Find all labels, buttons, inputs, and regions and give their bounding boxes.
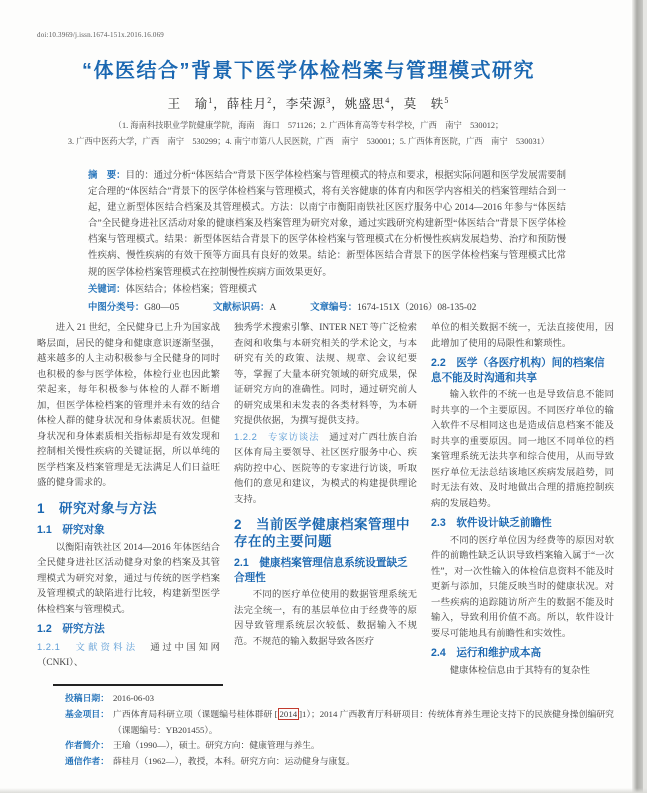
affiliation-line: 3. 广西中医药大学，广西 南宁 530299；4. 南宁市第八人民医院，广西 南宁 530001；5. 广西体育医院，广西 南宁 530031） — [67, 136, 550, 146]
fund-project-label: 基金项目： — [65, 708, 109, 719]
method-paragraph-2 — [234, 430, 417, 509]
fund-project-text: 广西体育局科研立项（课题编号桂体群研 [ 2014 ]1）；2014 广西教育厅科研项目：传统体育养生理论支持下的民族健身操创编研究（课题编号：YB201455）。 — [113, 708, 614, 735]
paragraph-2-1: 不同的医疗单位使用的数据管理系统无法完全统一，有的基层单位由于经费等的原因导致管理系统层次较低、数据输入不规范。不规范的输入数据导致各医疗 — [234, 590, 417, 647]
subsection-heading-2-1: 2.1 健康档案管理信息系统设置缺乏合理性 — [234, 557, 408, 584]
method-paragraph-1 — [37, 640, 220, 672]
paragraph-2-4: 健康体检信息由于其特有的复杂性 — [449, 665, 590, 676]
author-affil-sup: 5 — [444, 95, 450, 105]
method-label-1-2-2: 1.2.2 专家访谈法 — [234, 431, 320, 442]
paragraph-1-1: 以衡阳南铁社区 2014—2016 年体医结合全民健身进社区活动健身对象的档案及其管理模式为研究对象，通过与传统的医学档案及管理模式的缺陷进行比较，构建新型医学体检档案与管理模式。 — [37, 542, 220, 615]
author-separator: ， — [213, 97, 227, 111]
author-bio-row — [37, 738, 614, 754]
corresponding-author-value: 薛桂月（1962—），教授，本科。研究方向：运动健身与康复。 — [113, 756, 355, 767]
author-affil-sup: 1 — [208, 95, 214, 105]
author-list — [10, 94, 607, 112]
doc-code-pair — [213, 299, 276, 316]
column-2 — [234, 321, 417, 681]
column-1 — [37, 321, 220, 681]
method-text-1-2-1: 通过中国知网（CNKI）、 — [37, 642, 220, 668]
keywords-text: 体医结合；体检档案；管理模式 — [125, 284, 257, 295]
author-affil-sup: 2 — [267, 95, 273, 105]
keywords-line — [88, 281, 566, 298]
author-separator: ， — [272, 97, 286, 111]
submission-date-row — [37, 691, 614, 707]
article-no-value: 1674-151X（2016）08-135-02 — [357, 302, 477, 313]
author-affil-sup: 3 — [326, 95, 332, 105]
author: 李荣源$^3$ — [285, 95, 332, 111]
author: 薛桂月$^2$ — [226, 95, 273, 111]
paragraph-2-3: 不同的医疗单位因为经费等的原因对软件的前瞻性缺乏认识导致档案输入属于“一次性”，对一次性输入的体检信息资料不能及时更新与添加，只能反映当时的健康状况。对一些疾病的追踪随访所产生的数据不能及时输入，导致利用价值不高。所以，软件设计要尽可能地具有前瞻性和实效性。 — [431, 535, 614, 639]
affiliations — [10, 118, 607, 149]
clc-label: 中图分类号： — [88, 300, 145, 312]
keywords-label: 关键词： — [88, 282, 126, 294]
author-separator: ， — [331, 97, 345, 111]
paper-title: “体医结合”背景下医学体检档案与管理模式研究 — [82, 60, 535, 82]
clc-value: G80—05 — [144, 302, 180, 313]
subsection-heading-2-4: 2.4 运行和维护成本高 — [431, 647, 542, 659]
submission-date-value: 2016-06-03 — [113, 693, 155, 703]
subsection-heading-2-2: 2.2 医学（各医疗机构）间的档案信息不能及时沟通和共享 — [431, 357, 605, 384]
scan-edge-border — [643, 0, 647, 793]
subsection-heading-1-2: 1.2 研究方法 — [37, 623, 105, 635]
submission-date-label: 投稿日期： — [65, 693, 109, 703]
classification-line — [88, 299, 566, 316]
method-label-1-2-1: 1.2.1 文献资料法 — [37, 641, 139, 652]
column-3 — [431, 321, 614, 681]
corresponding-author-label: 通信作者： — [65, 756, 109, 767]
author: 姚盛思$^4$ — [344, 95, 391, 111]
article-no-pair — [310, 299, 476, 316]
affiliation-line: （1. 海南科技职业学院健康学院，海南 海口 571126；2. 广西体育高等专科学校，广西 南宁 530012； — [113, 121, 504, 130]
author: 王 瑜$^1$ — [167, 95, 214, 111]
author-bio-value: 王瑜（1990—），硕士。研究方向：健康管理与养生。 — [113, 740, 320, 751]
abstract-label: 摘 要： — [88, 169, 126, 180]
doc-code-value: A — [269, 302, 277, 313]
section-heading-2: 2 当前医学健康档案管理中存在的主要问题 — [234, 517, 411, 549]
abstract-text: 目的：通过分析“体医结合”背景下医学体检档案与管理模式的特点和要求，根据实际问题和医学发展需要制定合理的“体医结合”背景下的医学体检档案与管理模式，将有关容健康的体育内和医学内容相关的档案管理结合到一起，建立新型体医结合档案及其管理模式。方法：以南宁市衡阳南铁社区医疗服务中心 2014—2016 年参与“体医结合”全民健身进社区活动对象的健康档案及档案管理为研究对象，通过实践研究构建新型“体医结合”背景下医学体检档案与管理模式。结果：新型体医结合背景下的医学体检档案与管理模式在分析慢性疾病发展趋势、治疗和预防慢性疾病、慢性疾病的有效干预等方面具有良好的效果。结论：新型体医结合背景下的医学体检档案与管理模式比常规的医学体检档案管理模式在控制慢性疾病方面效果更好。 — [88, 171, 566, 278]
method-text-1-2-2: 通过对广西壮族自治区体育局主要领导、社区医疗服务中心、疾病防控中心、医院等的专家进行访谈，听取他们的意见和建议，为模式的构建提供理论支持。 — [234, 432, 417, 505]
intro-paragraph: 进入 21 世纪，全民健身已上升为国家战略层面，居民的健身和健康意识逐渐坚强，越来越多的人主动积极参与全民健身的同时也积极的参与医学体检，体检行业也因此繁荣起来，每年积极参与体检的人群不断增加，但医学体检档案的管理并未有效的结合体检人群的健身状况和身体素质状况。但健身状况和身体素质相关指标却是有效发现和控制相关慢性疾病的关键证据，所以单纯的医学档案及档案管理是无法满足人们日益旺盛的健身需求的。 — [37, 323, 220, 488]
abstract-block — [88, 167, 566, 316]
author-affil-sup: 4 — [385, 95, 391, 105]
section-heading-1: 1 研究对象与方法 — [37, 500, 158, 516]
body-columns — [37, 321, 614, 681]
doc-code-label: 文献标识码： — [213, 300, 270, 312]
author-separator: ， — [390, 97, 404, 111]
continued-paragraph: 单位的相关数据不统一，无法直接使用，因此增加了使用的局限性和繁琐性。 — [431, 323, 614, 349]
author-bio-label: 作者简介： — [65, 740, 109, 751]
continued-paragraph: 独秀学术搜索引擎、INTER NET 等广泛检索查阅和收集与本研究相关的学术论文，与本研究有关的政策、法规、规章、会议纪要等，掌握了大量本研究领域的研究成果，保证研究方向的准确性。同时，通过研究前人的研究成果和未发表的各类材料等，为本研究提供依据，为撰写提供支持。 — [234, 323, 417, 426]
scan-edge-bottom — [0, 788, 647, 793]
doi-line: doi:10.3969/j.issn.1674-151x.2016.16.069 — [37, 31, 165, 39]
author: 莫 轶$^5$ — [403, 95, 450, 111]
footnote-block — [37, 684, 614, 770]
corresponding-author-row — [37, 754, 614, 770]
clc-pair — [88, 299, 179, 316]
paragraph-2-2: 输入软件的不统一也是导致信息不能同时共享的一个主要原因。不同医疗单位的输入软件不尽相同这也是造成信息档案不能及时共享的重要原因。同一地区不同单位的档案管理系统无法共享和综合使用，从而导致医疗单位无法总结该地区疾病发展趋势，同时无法有效、及时地做出合理的措施控制疾病的发展趋势。 — [431, 390, 614, 509]
subsection-heading-1-1: 1.1 研究对象 — [37, 524, 105, 536]
article-no-label: 文章编号： — [310, 300, 358, 312]
scan-edge-shadow — [632, 0, 643, 793]
footnote-separator — [53, 684, 223, 686]
fund-project-row — [37, 707, 614, 739]
subsection-heading-2-3: 2.3 软件设计缺乏前瞻性 — [431, 517, 552, 529]
abstract-paragraph — [88, 167, 566, 281]
highlighted-year: 2014 — [279, 708, 298, 719]
